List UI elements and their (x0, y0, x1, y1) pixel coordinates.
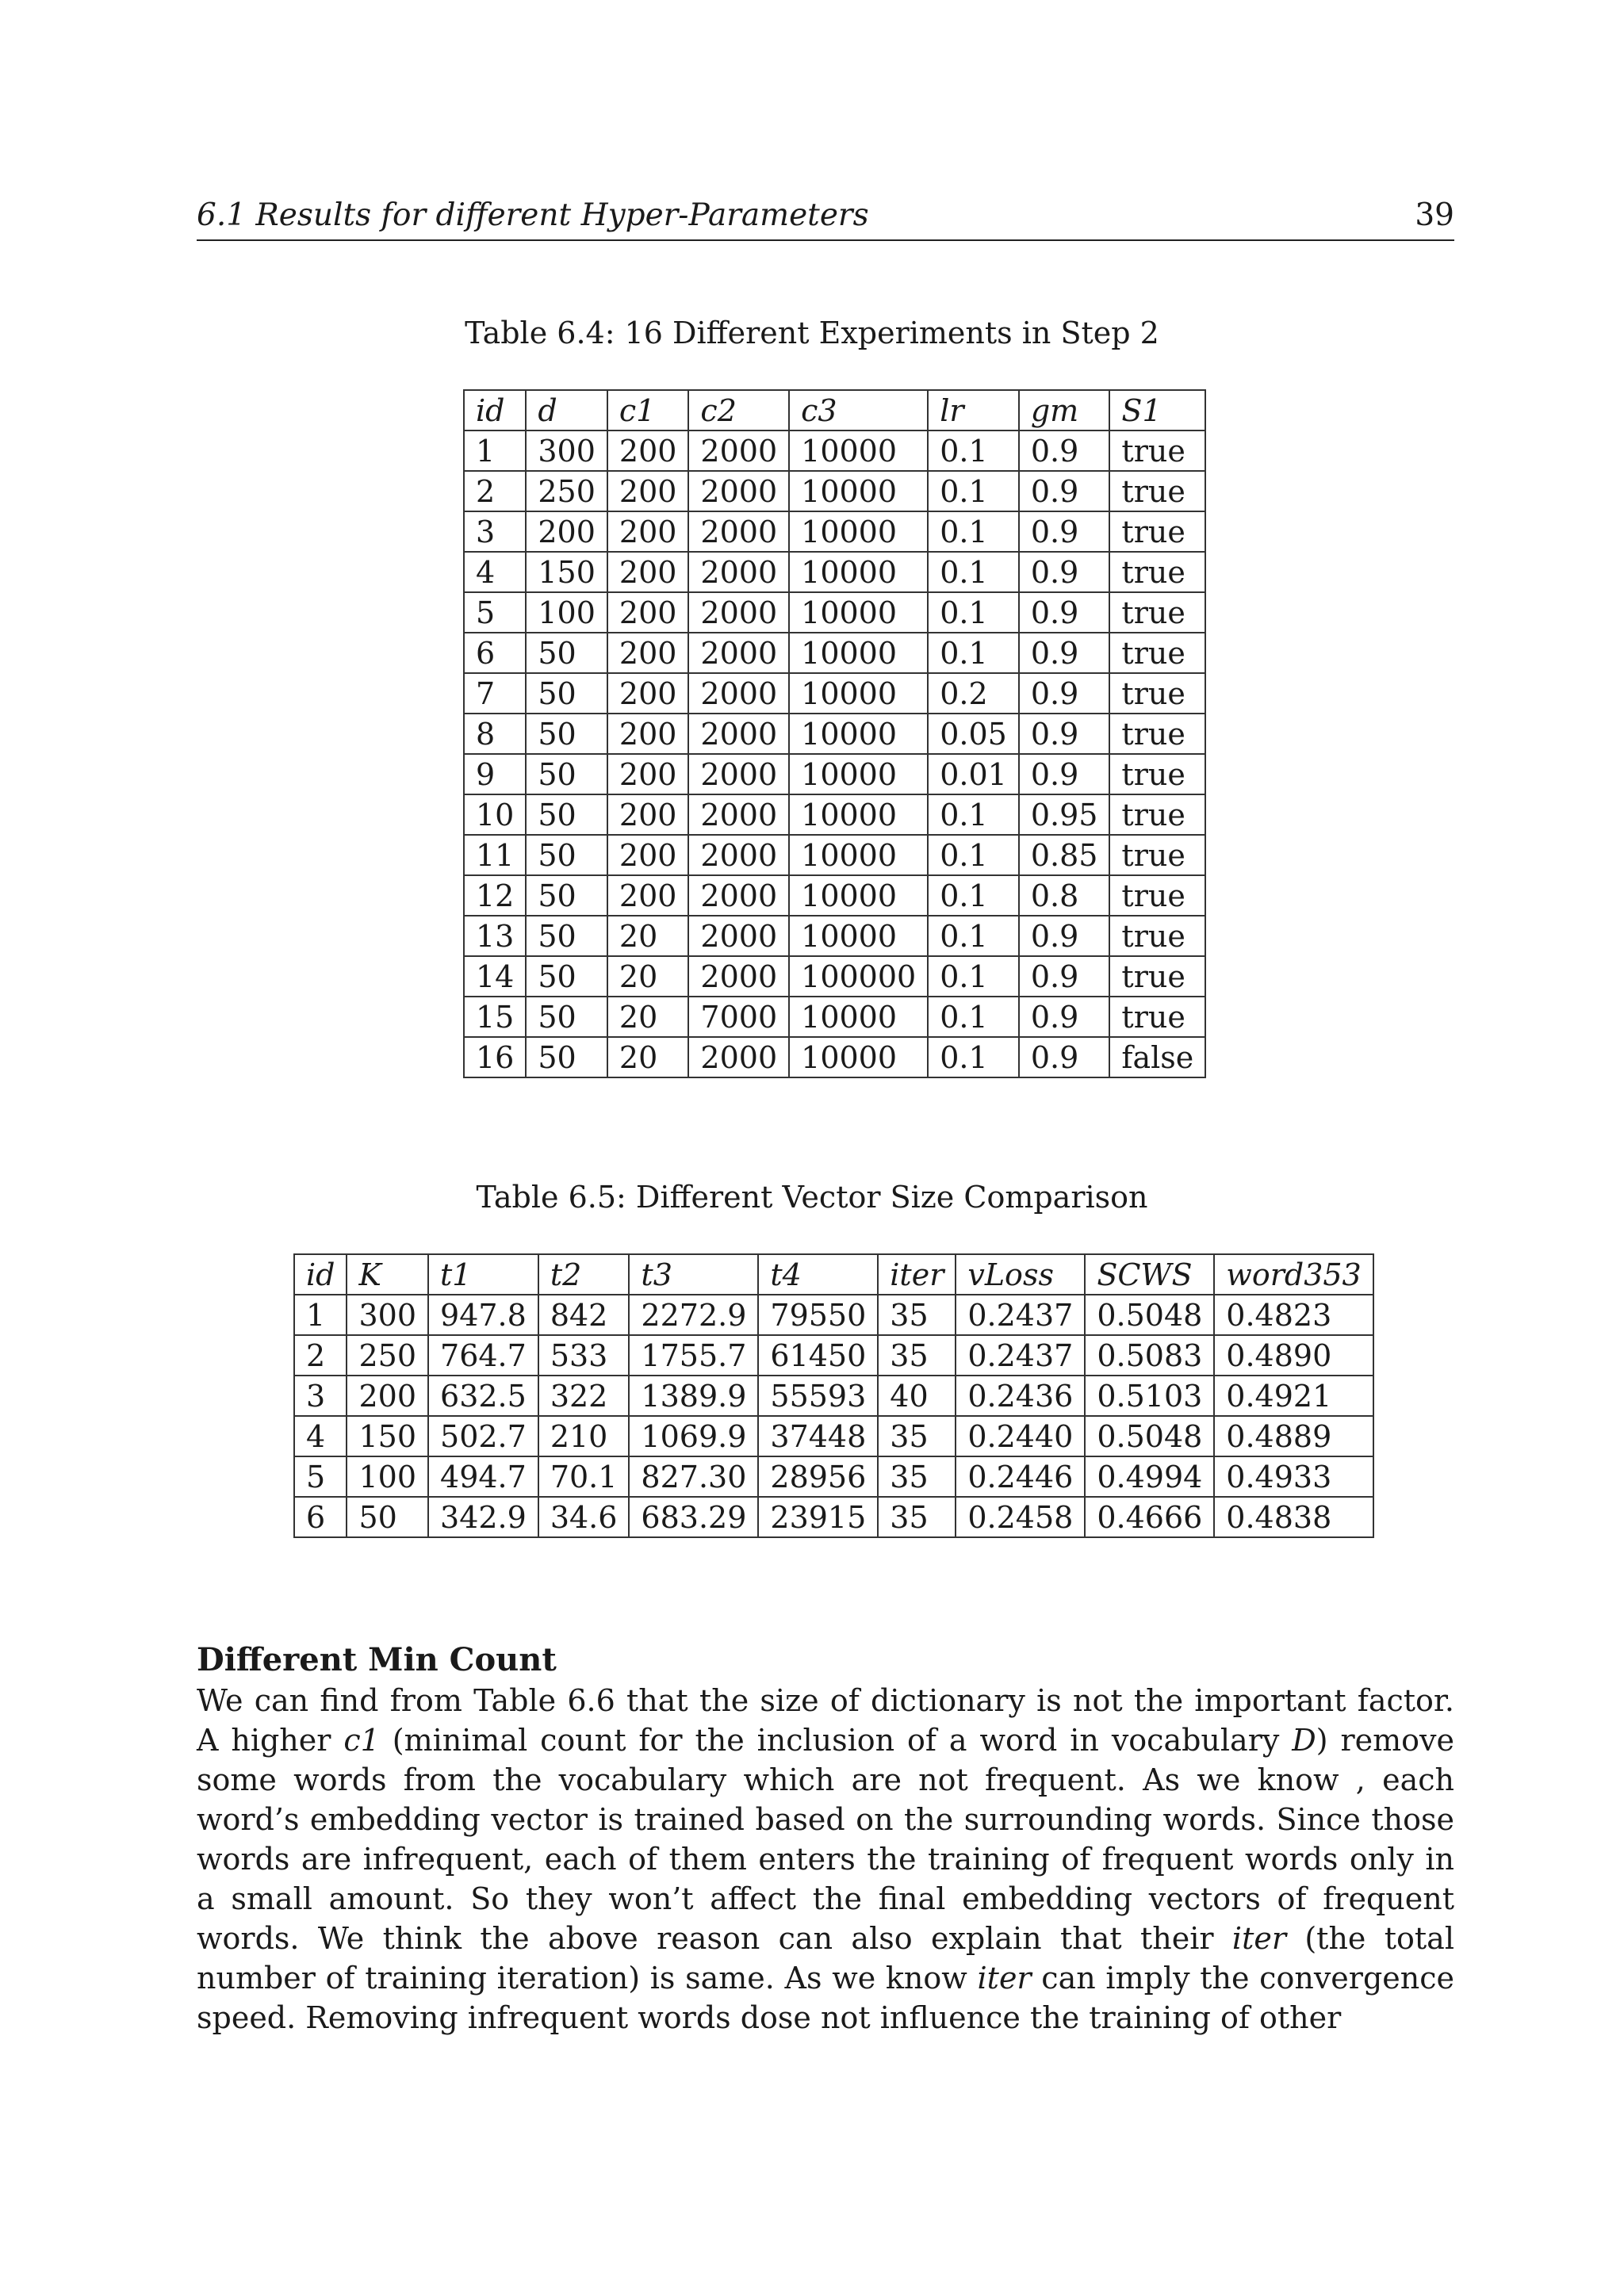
table-cell: 13 (464, 916, 526, 956)
column-header-t2: t2 (538, 1254, 630, 1295)
paragraph-heading: Different Min Count (197, 1641, 557, 1678)
table-cell: 2 (464, 471, 526, 511)
table-cell: 0.9 (1019, 633, 1110, 673)
table-cell: 0.1 (928, 875, 1019, 916)
table-cell: 28956 (758, 1456, 878, 1497)
table-cell: 35 (878, 1416, 956, 1456)
table-cell: 15 (464, 997, 526, 1037)
table-cell: 0.2440 (956, 1416, 1085, 1456)
table-cell: true (1109, 916, 1205, 956)
table-cell: 200 (607, 673, 689, 714)
table-cell: 632.5 (428, 1376, 538, 1416)
table-cell: 50 (526, 794, 607, 835)
table-cell: 50 (526, 835, 607, 875)
table-cell: 250 (347, 1335, 428, 1376)
table-cell: 0.9 (1019, 1037, 1110, 1077)
table-cell: 0.85 (1019, 835, 1110, 875)
table-cell: 0.4890 (1214, 1335, 1373, 1376)
table-cell: 3 (464, 511, 526, 552)
table-cell: 0.9 (1019, 592, 1110, 633)
table-cell: 50 (526, 714, 607, 754)
table-cell: 0.9 (1019, 916, 1110, 956)
table-cell: 10000 (789, 875, 928, 916)
table-experiments-step2 (463, 389, 1206, 1078)
table-cell: 0.01 (928, 754, 1019, 794)
table-cell: 14 (464, 956, 526, 997)
table-row (464, 430, 1205, 471)
table-cell: 0.9 (1019, 471, 1110, 511)
table-header-row (294, 1254, 1373, 1295)
body-paragraph (197, 1681, 1454, 2038)
table-cell: 0.4994 (1085, 1456, 1214, 1497)
column-header-word353: word353 (1214, 1254, 1373, 1295)
table-cell: 150 (347, 1416, 428, 1456)
table-cell: 0.1 (928, 1037, 1019, 1077)
table-cell: true (1109, 794, 1205, 835)
table-cell: 150 (526, 552, 607, 592)
table-cell: 11 (464, 835, 526, 875)
column-header-id: id (294, 1254, 347, 1295)
table-cell: 10000 (789, 552, 928, 592)
table-cell: true (1109, 430, 1205, 471)
table-cell: true (1109, 633, 1205, 673)
column-header-c3: c3 (789, 390, 928, 430)
table-cell: 0.1 (928, 633, 1019, 673)
table-cell: 1755.7 (629, 1335, 758, 1376)
table-cell: 20 (607, 997, 689, 1037)
table-cell: 4 (464, 552, 526, 592)
table-cell: true (1109, 511, 1205, 552)
table-row (464, 633, 1205, 673)
table-cell: 10000 (789, 997, 928, 1037)
table-cell: 2000 (688, 592, 789, 633)
table-cell: 502.7 (428, 1416, 538, 1456)
table-cell: 50 (526, 997, 607, 1037)
table-cell: 494.7 (428, 1456, 538, 1497)
table-row (464, 1037, 1205, 1077)
table-row (294, 1295, 1373, 1335)
table-cell: 50 (526, 673, 607, 714)
table-cell: 2000 (688, 673, 789, 714)
table-cell: 0.9 (1019, 552, 1110, 592)
table-cell: true (1109, 875, 1205, 916)
table-row (464, 592, 1205, 633)
table-cell: 10 (464, 794, 526, 835)
column-header-lr: lr (928, 390, 1019, 430)
table-cell: 322 (538, 1376, 630, 1416)
table-cell: 8 (464, 714, 526, 754)
table-cell: 947.8 (428, 1295, 538, 1335)
table-cell: 100 (526, 592, 607, 633)
table-cell: 7 (464, 673, 526, 714)
column-header-scws: SCWS (1085, 1254, 1214, 1295)
table-cell: 533 (538, 1335, 630, 1376)
table-cell: 10000 (789, 430, 928, 471)
table-cell: 250 (526, 471, 607, 511)
table-cell: 342.9 (428, 1497, 538, 1537)
table-row (464, 997, 1205, 1037)
table-cell: 9 (464, 754, 526, 794)
table-cell: 1389.9 (629, 1376, 758, 1416)
table-row (464, 956, 1205, 997)
table-row (464, 916, 1205, 956)
table-cell: 2000 (688, 794, 789, 835)
table-row (294, 1456, 1373, 1497)
table-cell: 0.1 (928, 794, 1019, 835)
table-cell: 10000 (789, 1037, 928, 1077)
table-cell: 200 (607, 511, 689, 552)
table-row (464, 511, 1205, 552)
table-cell: 20 (607, 1037, 689, 1077)
table-cell: 0.1 (928, 997, 1019, 1037)
table-cell: 200 (607, 633, 689, 673)
table-cell: 2000 (688, 714, 789, 754)
table-cell: 0.1 (928, 552, 1019, 592)
table-row (294, 1335, 1373, 1376)
table-cell: 2000 (688, 875, 789, 916)
table-cell: 1069.9 (629, 1416, 758, 1456)
table-cell: 200 (526, 511, 607, 552)
table-cell: true (1109, 592, 1205, 633)
table-cell: false (1109, 1037, 1205, 1077)
table-cell: 200 (607, 592, 689, 633)
table-cell: 0.1 (928, 835, 1019, 875)
table-cell: 3 (294, 1376, 347, 1416)
table-cell: 37448 (758, 1416, 878, 1456)
table-cell: 10000 (789, 471, 928, 511)
table-cell: 0.95 (1019, 794, 1110, 835)
table-cell: 0.9 (1019, 997, 1110, 1037)
table2-caption: Table 6.5: Different Vector Size Comparison (476, 1180, 1148, 1215)
table-cell: 16 (464, 1037, 526, 1077)
table-cell: 10000 (789, 511, 928, 552)
column-header-t1: t1 (428, 1254, 538, 1295)
table-cell: 10000 (789, 592, 928, 633)
table-cell: 683.29 (629, 1497, 758, 1537)
table-cell: 0.8 (1019, 875, 1110, 916)
table-cell: 0.1 (928, 471, 1019, 511)
table-cell: 210 (538, 1416, 630, 1456)
table-cell: 50 (526, 1037, 607, 1077)
table-cell: true (1109, 956, 1205, 997)
table-cell: 100000 (789, 956, 928, 997)
table-row (464, 471, 1205, 511)
table-cell: 764.7 (428, 1335, 538, 1376)
table-cell: 0.1 (928, 956, 1019, 997)
table1-caption: Table 6.4: 16 Different Experiments in Step 2 (465, 316, 1159, 350)
table-cell: 0.1 (928, 916, 1019, 956)
column-header-vloss: vLoss (956, 1254, 1085, 1295)
table-cell: 50 (347, 1497, 428, 1537)
text-run: ) remove some words from the vocabulary which are not frequent. As we know , each word’s embedding vector is trained based on the surrounding words. Since those words are infrequent, each of them enters the training of frequent words only in a small amount. So they won’t affect the final embedding vectors of frequent words. We think the above reason can also explain that their (197, 1723, 1454, 1956)
table-cell: 34.6 (538, 1497, 630, 1537)
italic-term: D (1292, 1723, 1316, 1758)
table-cell: true (1109, 835, 1205, 875)
table-cell: 0.5083 (1085, 1335, 1214, 1376)
column-header-c1: c1 (607, 390, 689, 430)
table-row (464, 714, 1205, 754)
table-cell: true (1109, 714, 1205, 754)
table-cell: 827.30 (629, 1456, 758, 1497)
table-cell: 2000 (688, 471, 789, 511)
table-cell: 20 (607, 956, 689, 997)
table-cell: 2000 (688, 916, 789, 956)
table-cell: 50 (526, 633, 607, 673)
table-cell: 2000 (688, 511, 789, 552)
table-cell: 35 (878, 1497, 956, 1537)
italic-term: c1 (343, 1723, 380, 1758)
table-cell: 2000 (688, 956, 789, 997)
table-cell: 200 (607, 552, 689, 592)
table-header-row (464, 390, 1205, 430)
table-row (464, 794, 1205, 835)
table-cell: 0.1 (928, 592, 1019, 633)
table-cell: 0.1 (928, 511, 1019, 552)
italic-term: iter (1231, 1921, 1286, 1956)
column-header-t3: t3 (629, 1254, 758, 1295)
table-cell: 2000 (688, 430, 789, 471)
section-title: 6.1 Results for different Hyper-Parameters (197, 197, 869, 233)
table-cell: 0.2 (928, 673, 1019, 714)
text-run: (minimal count for the inclusion of a word in vocabulary (379, 1723, 1293, 1758)
table-cell: 10000 (789, 916, 928, 956)
table-cell: true (1109, 673, 1205, 714)
table-cell: 10000 (789, 673, 928, 714)
table-cell: 70.1 (538, 1456, 630, 1497)
table-cell: 23915 (758, 1497, 878, 1537)
table-cell: 0.9 (1019, 956, 1110, 997)
table-cell: 2000 (688, 835, 789, 875)
column-header-id: id (464, 390, 526, 430)
table-cell: 20 (607, 916, 689, 956)
table-row (464, 835, 1205, 875)
table-cell: 0.2436 (956, 1376, 1085, 1416)
italic-term: iter (977, 1961, 1032, 1996)
table-cell: 300 (526, 430, 607, 471)
table-row (464, 875, 1205, 916)
table-cell: 200 (607, 430, 689, 471)
table-cell: 200 (607, 794, 689, 835)
text-run: (the total number of training iteration) is same. As we know (197, 1921, 1454, 1996)
table-cell: 200 (607, 754, 689, 794)
table-cell: 35 (878, 1295, 956, 1335)
table-cell: 0.4823 (1214, 1295, 1373, 1335)
column-header-c2: c2 (688, 390, 789, 430)
column-header-s1: S1 (1109, 390, 1205, 430)
table-cell: 0.9 (1019, 511, 1110, 552)
text-run: can imply the convergence speed. Removing infrequent words dose not influence the training of other (197, 1961, 1454, 2035)
table-cell: 2272.9 (629, 1295, 758, 1335)
table-cell: 0.4889 (1214, 1416, 1373, 1456)
table-cell: 1 (464, 430, 526, 471)
table-cell: 40 (878, 1376, 956, 1416)
column-header-t4: t4 (758, 1254, 878, 1295)
table-cell: true (1109, 754, 1205, 794)
table-cell: 0.9 (1019, 714, 1110, 754)
table-cell: 0.5103 (1085, 1376, 1214, 1416)
table-cell: 5 (294, 1456, 347, 1497)
table-cell: 200 (347, 1376, 428, 1416)
table-cell: 6 (294, 1497, 347, 1537)
page-number: 39 (1415, 197, 1454, 233)
table-cell: 10000 (789, 633, 928, 673)
table-cell: 10000 (789, 754, 928, 794)
table-cell: 7000 (688, 997, 789, 1037)
table-row (294, 1416, 1373, 1456)
table-cell: 0.4666 (1085, 1497, 1214, 1537)
table-row (464, 673, 1205, 714)
table-cell: true (1109, 552, 1205, 592)
text-run: We can find from Table 6.6 that the size of dictionary is not the important factor. A higher (197, 1683, 1454, 1758)
table-cell: true (1109, 997, 1205, 1037)
table-cell: 10000 (789, 794, 928, 835)
running-header (197, 195, 1454, 241)
table-cell: 12 (464, 875, 526, 916)
table-cell: 50 (526, 916, 607, 956)
paragraph-text (197, 1681, 1454, 2038)
table-cell: 100 (347, 1456, 428, 1497)
table-cell: 79550 (758, 1295, 878, 1335)
table-cell: 0.05 (928, 714, 1019, 754)
table-cell: 61450 (758, 1335, 878, 1376)
table-cell: 2000 (688, 552, 789, 592)
table-cell: 842 (538, 1295, 630, 1335)
table-cell: 0.2437 (956, 1295, 1085, 1335)
table-cell: 50 (526, 956, 607, 997)
table-cell: 4 (294, 1416, 347, 1456)
column-header-k: K (347, 1254, 428, 1295)
column-header-d: d (526, 390, 607, 430)
table-cell: true (1109, 471, 1205, 511)
table-cell: 200 (607, 875, 689, 916)
table-cell: 0.2458 (956, 1497, 1085, 1537)
table-cell: 0.5048 (1085, 1295, 1214, 1335)
table-cell: 0.2446 (956, 1456, 1085, 1497)
table-cell: 35 (878, 1456, 956, 1497)
table-cell: 10000 (789, 714, 928, 754)
column-header-gm: gm (1019, 390, 1110, 430)
table-cell: 0.9 (1019, 754, 1110, 794)
table-cell: 0.4933 (1214, 1456, 1373, 1497)
table-cell: 2000 (688, 633, 789, 673)
table-cell: 2000 (688, 754, 789, 794)
table-cell: 50 (526, 754, 607, 794)
table-cell: 50 (526, 875, 607, 916)
table-row (464, 552, 1205, 592)
table-cell: 10000 (789, 835, 928, 875)
table-cell: 1 (294, 1295, 347, 1335)
table-cell: 0.4838 (1214, 1497, 1373, 1537)
table-row (294, 1497, 1373, 1537)
table-cell: 0.1 (928, 430, 1019, 471)
table-cell: 2 (294, 1335, 347, 1376)
table-cell: 200 (607, 835, 689, 875)
column-header-iter: iter (878, 1254, 956, 1295)
table-cell: 5 (464, 592, 526, 633)
table-cell: 6 (464, 633, 526, 673)
table-cell: 0.9 (1019, 430, 1110, 471)
table-cell: 200 (607, 471, 689, 511)
table-vector-size-comparison (293, 1253, 1374, 1538)
table-cell: 35 (878, 1335, 956, 1376)
table-cell: 200 (607, 714, 689, 754)
table-cell: 0.9 (1019, 673, 1110, 714)
table-cell: 0.4921 (1214, 1376, 1373, 1416)
table-row (294, 1376, 1373, 1416)
table-cell: 0.2437 (956, 1335, 1085, 1376)
table-cell: 0.5048 (1085, 1416, 1214, 1456)
table-row (464, 754, 1205, 794)
table-cell: 55593 (758, 1376, 878, 1416)
table-cell: 2000 (688, 1037, 789, 1077)
table-cell: 300 (347, 1295, 428, 1335)
